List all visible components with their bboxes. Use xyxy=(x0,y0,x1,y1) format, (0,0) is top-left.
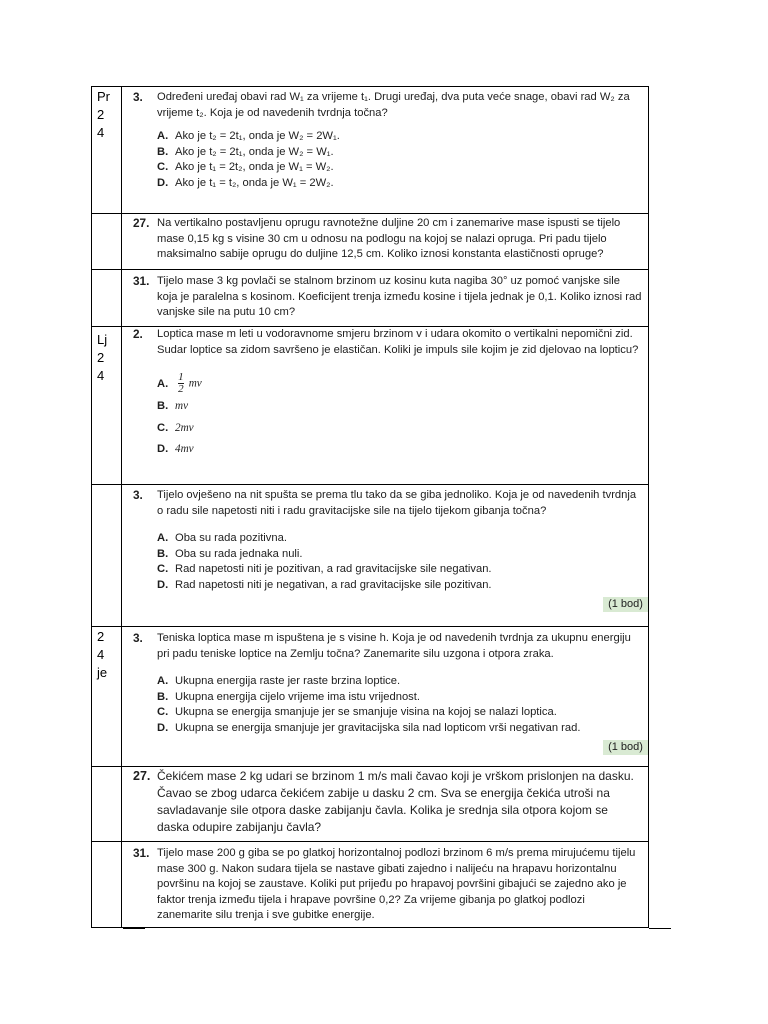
answer-options xyxy=(157,674,643,736)
question-27-hammer xyxy=(133,768,643,836)
question-text: Tijelo mase 3 kg povlači se stalnom brzinom uz kosinu kuta nagiba 30° uz pomoć vanjske sile koja je paralelna s kosinom. Koeficijent trenja između kosine i tijela jednak je 0,1. Koliko iznosi rad vanjske sile na putu 10 cm? xyxy=(157,275,642,319)
question-text: Čekićem mase 2 kg udari se brzinom 1 m/s mali čavao koji je vrškom prislonjen na dasku. Čavao se zbog udarca čekićem zabije u dasku 2 cm. Sva se energija čekića utroši na savladavanje sile otpora daske zabijanju čavla. Kolika je srednja sila otpora kojom se daska odupire zabijanju čavla? xyxy=(157,769,634,834)
option-c[interactable]: C. 2mv xyxy=(157,421,194,434)
question-27-spring xyxy=(133,216,643,263)
answer-options xyxy=(157,129,643,191)
question-2-ball-impulse xyxy=(133,327,643,458)
option-c[interactable]: C. Ukupna se energija smanjuje jer se smanjuje visina na kojoj se nalazi loptica. xyxy=(157,706,557,719)
answer-options xyxy=(157,531,643,593)
option-d[interactable]: D. 4mv xyxy=(157,443,194,456)
question-3-string-work xyxy=(133,488,643,594)
question-number: 3. xyxy=(133,488,143,502)
question-text: Teniska loptica mase m ispuštena je s visine h. Koja je od navedenih tvrdnja za ukupnu energiju pri padu teniske loptice na Zemlju točna? Zanemarite silu uzgona i otpora zraka. xyxy=(157,632,631,660)
option-b[interactable]: B. Ukupna energija cijelo vrijeme ima istu vrijednost. xyxy=(157,690,420,703)
option-a[interactable]: A. Ako je t₂ = 2t₁, onda je W₂ = 2W₁. xyxy=(157,130,340,143)
row-divider xyxy=(649,928,671,929)
row-divider xyxy=(91,484,649,485)
fraction-half: $\frac{1}{2}$ xyxy=(178,371,184,396)
option-b[interactable]: B. Oba su rada jednaka nuli. xyxy=(157,547,303,560)
answer-options xyxy=(157,372,643,458)
question-text: Na vertikalno postavljenu oprugu ravnotežne duljine 20 cm i zanemarive mase ispusti se tijelo mase 0,15 kg s visine 30 cm u odnosu na podlogu na kojoj se nalazi opruga. Pri padu tijelo maksimalno sabije oprugu do duljine 12,5 cm. Koliko iznosi konstanta elastičnosti opruge? xyxy=(157,217,621,261)
option-c[interactable]: C. Rad napetosti niti je pozitivan, a rad gravitacijske sile negativan. xyxy=(157,563,492,576)
question-31-collision xyxy=(133,846,643,924)
row-divider xyxy=(91,269,649,270)
option-d[interactable]: D. Ako je t₁ = t₂, onda je W₁ = 2W₂. xyxy=(157,176,334,189)
question-number: 3. xyxy=(133,90,143,104)
option-a[interactable]: A. Ukupna energija raste jer raste brzina loptice. xyxy=(157,675,401,688)
question-text: Tijelo ovješeno na nit spušta se prema tlu tako da se giba jednoliko. Koja je od navedenih tvrdnja o radu sile napetosti niti i radu gravitacijske sile na tijelo tijekom gibanja točna? xyxy=(157,489,637,517)
question-number: 27. xyxy=(133,769,151,783)
option-d[interactable]: D. Ukupna se energija smanjuje jer gravitacijska sila nad lopticom vrši negativan rad. xyxy=(157,721,581,734)
option-c[interactable]: C. Ako je t₁ = 2t₂, onda je W₁ = W₂. xyxy=(157,161,334,174)
side-label-je: 2 4 je xyxy=(97,629,108,680)
side-label-pr: Pr 2 4 xyxy=(97,89,110,140)
question-number: 27. xyxy=(133,216,150,230)
option-a[interactable]: A. Oba su rada pozitivna. xyxy=(157,532,287,545)
question-number: 31. xyxy=(133,846,150,860)
row-divider xyxy=(91,626,649,627)
row-divider xyxy=(91,841,649,842)
question-31-incline xyxy=(133,274,643,321)
row-divider xyxy=(123,928,145,929)
row-divider xyxy=(91,766,649,767)
question-number: 2. xyxy=(133,327,143,341)
question-number: 31. xyxy=(133,274,150,288)
points-badge: (1 bod) xyxy=(603,740,648,755)
side-label-lj: Lj 2 4 xyxy=(97,332,108,383)
question-number: 3. xyxy=(133,631,143,645)
question-3-power xyxy=(133,90,643,192)
row-divider xyxy=(91,213,649,214)
question-text: Određeni uređaj obavi rad W₁ za vrijeme t₁. Drugi uređaj, dva puta veće snage, obavi rad W₂ za vrijeme t₂. Koja je od navedenih tvrdnja točna? xyxy=(157,91,630,119)
option-a[interactable]: A. $\frac{1}{2}$ mv xyxy=(157,371,202,396)
question-text: Loptica mase m leti u vodoravnome smjeru brzinom v i udara okomito o vertikalni nepomični zid. Sudar loptice sa zidom savršeno je elastičan. Koliki je impuls sile kojim je zid djelovao na lopticu? xyxy=(157,328,639,356)
option-b[interactable]: B. mv xyxy=(157,400,189,413)
question-3-tennis-ball xyxy=(133,631,643,737)
option-b[interactable]: B. Ako je t₂ = 2t₁, onda je W₂ = W₁. xyxy=(157,145,334,158)
question-text: Tijelo mase 200 g giba se po glatkoj horizontalnoj podlozi brzinom 6 m/s prema mirujućemu tijelu mase 300 g. Nakon sudara tijela se nastave gibati zajedno i nalijeću na hrapavu horizontalnu površinu na kojoj se zaustave. Koliki put prijeđu po hrapavoj površini gibajući se zajedno ako je faktor trenja između tijela i hrapave površine 0,2? Za vrijeme gibanja po glatkoj podlozi zanemarite silu trenja i sve gubitke energije. xyxy=(157,847,636,922)
points-badge: (1 bod) xyxy=(603,597,648,612)
option-d[interactable]: D. Rad napetosti niti je negativan, a rad gravitacijske sile pozitivan. xyxy=(157,578,492,591)
